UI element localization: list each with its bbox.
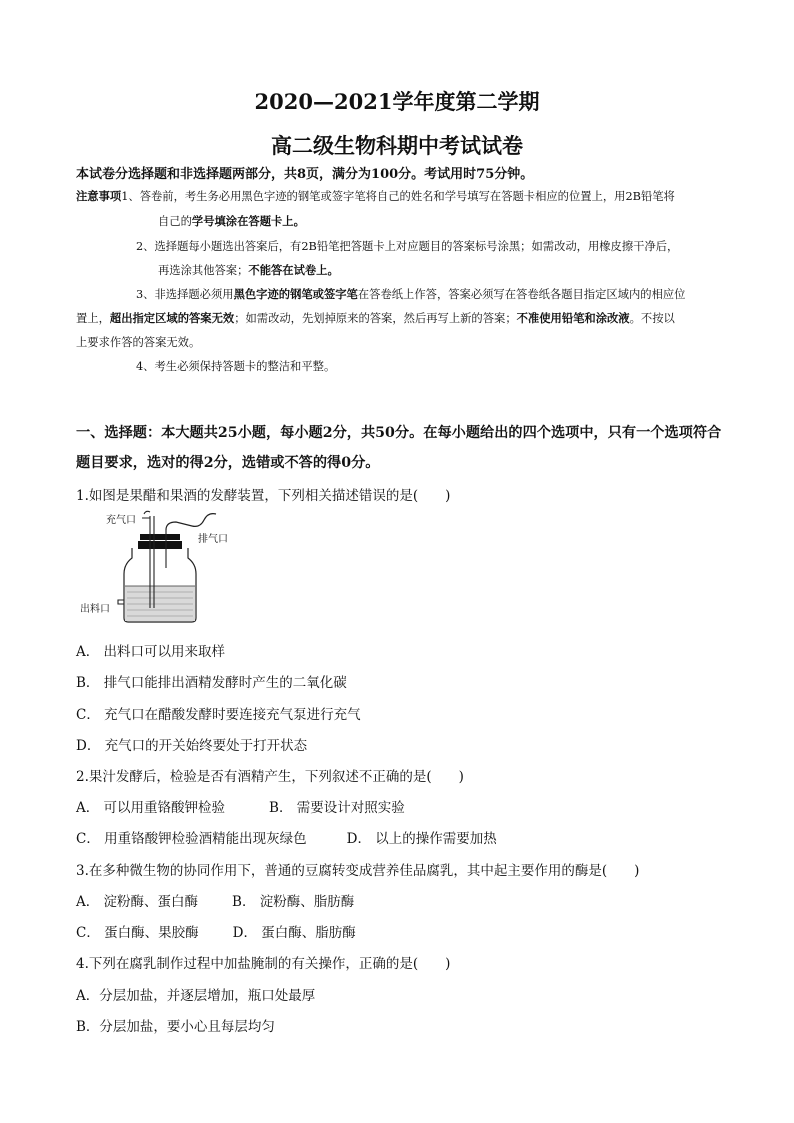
note-3-bold-invalid: 超出指定区域的答案无效 (109, 311, 235, 325)
question-1-option-b: B． 排气口能排出酒精发酵时产生的二氧化碳 (76, 675, 347, 691)
exam-title-subject: 高二级生物科期中考试试卷 (271, 133, 523, 158)
question-1-option-c: C． 充气口在醋酸发酵时要连接充气泵进行充气 (76, 707, 361, 723)
question-3-option-c: C． 蛋白酶、果胶酶 (76, 925, 199, 941)
note-2-line-a: 2、选择题每小题选出答案后，有2B铅笔把答题卡上对应题目的答案标号涂黑；如需改动，用橡皮擦干净后， (136, 240, 679, 253)
question-2-stem: 2.果汁发酵后，检验是否有酒精产生，下列叙述不正确的是( ) (76, 769, 464, 785)
question-2-option-b: B． 需要设计对照实验 (269, 800, 405, 816)
inlet-label: 充气口 (106, 515, 136, 526)
outlet-spout (118, 600, 124, 604)
note-3-plain-2: 在答卷纸上作答，答案必须写在答卷纸各题目指定区域内的相应位 (357, 288, 686, 301)
note-2-plain: 再选涂其他答案； (158, 264, 249, 277)
note-1-bold: 学号填涂在答题卡上。 (191, 214, 305, 228)
note-2-line-b (158, 262, 339, 278)
question-3-option-b: B． 淀粉酶、脂肪酶 (232, 894, 355, 910)
section-1-heading-line-2: 题目要求，选对的得2分，选错或不答的得0分。 (76, 455, 380, 471)
note-1-text: 1、答卷前，考生务必用黑色字迹的钢笔或签字笔将自己的姓名和学号填写在答题卡相应的位置上，用2B铅笔将 (121, 190, 675, 203)
question-2-option-c: C． 用重铬酸钾检验酒精能出现灰绿色 (76, 831, 307, 847)
question-1-option-d: D． 充气口的开关始终要处于打开状态 (76, 738, 308, 754)
question-4-stem: 4.下列在腐乳制作过程中加盐腌制的有关操作，正确的是( ) (76, 956, 451, 972)
fermentation-apparatus-figure (80, 508, 240, 624)
question-3-options-ab (76, 890, 354, 910)
exam-summary: 本试卷分选择题和非选择题两部分，共8页，满分为100分。考试用时75分钟。 (76, 167, 534, 182)
exhaust-label: 排气口 (198, 534, 228, 545)
question-2-option-d: D． 以上的操作需要加热 (346, 831, 497, 847)
note-3-plain-1: 3、非选择题必须用 (136, 288, 234, 301)
stopper-band (138, 541, 182, 549)
note-3-bold-pencil: 不准使用铅笔和涂改液 (516, 311, 630, 325)
note-1-line-a (76, 188, 675, 204)
question-3-option-d: D． 蛋白酶、脂肪酶 (232, 925, 356, 941)
section-1-heading-line-1: 一、选择题：本大题共25小题，每小题2分，共50分。在每小题给出的四个选项中，只有一个选项符合 (76, 425, 722, 441)
note-3-line-b (76, 310, 675, 326)
note-3-bold-pen: 黑色字迹的钢笔或签字笔 (233, 287, 358, 301)
question-3-option-a: A． 淀粉酶、蛋白酶 (76, 894, 199, 910)
question-3-stem: 3.在多种微生物的协同作用下，普通的豆腐转变成营养佳品腐乳，其中起主要作用的酶是( ) (76, 863, 640, 879)
question-4-option-b: B．分层加盐，要小心且每层均匀 (76, 1019, 275, 1035)
note-3-plain-5: 。不按以 (629, 312, 675, 325)
note-4: 4、考生必须保持答题卡的整洁和平整。 (136, 360, 336, 373)
inlet-valve (142, 511, 150, 518)
note-2-bold: 不能答在试卷上。 (248, 263, 339, 277)
stopper-top (140, 534, 180, 540)
note-3-plain-4: ；如需改动，先划掉原来的答案，然后再写上新的答案； (234, 312, 517, 325)
question-1-stem: 1.如图是果醋和果酒的发酵装置，下列相关描述错误的是( ) (76, 488, 451, 504)
note-3-plain-3: 置上， (76, 312, 110, 325)
outlet-label: 出料口 (80, 604, 110, 615)
question-2-options-ab (76, 796, 405, 816)
exam-title-term: 2020—2021学年度第二学期 (254, 89, 540, 114)
note-3-line-a (136, 286, 685, 302)
question-2-option-a: A． 可以用重铬酸钾检验 (76, 800, 226, 816)
notes-label: 注意事项 (76, 189, 122, 203)
note-1-plain: 自己的 (158, 215, 192, 228)
question-1-option-a: A． 出料口可以用来取样 (76, 644, 226, 660)
note-3-line-c: 上要求作答的答案无效。 (76, 336, 201, 349)
question-3-options-cd (76, 921, 356, 941)
question-4-option-a: A．分层加盐，并逐层增加，瓶口处最厚 (76, 988, 316, 1004)
note-1-line-b (158, 213, 305, 229)
question-2-options-cd (76, 827, 497, 847)
